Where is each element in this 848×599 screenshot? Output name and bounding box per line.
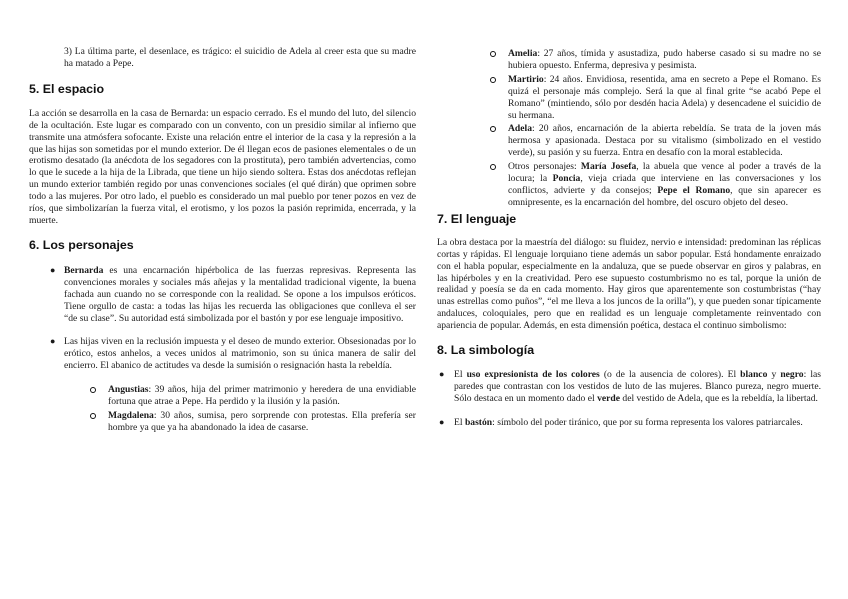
circle-bullet-icon (90, 413, 96, 419)
circle-bullet-icon (490, 51, 496, 57)
list-item-otros: Otros personajes: María Josefa, la abuela que vence al poder a través de la locura; la Poncia, vieja criada que interviene en las conversaciones y los conflictos, advierte y da consejos; Pepe el Romano, que sin aparecer es omnipresente, es la encarnación del hombre, del oscuro objeto del deseo. (437, 161, 821, 209)
verde-term: verde (597, 392, 620, 404)
magdalena-name: Magdalena (108, 409, 154, 421)
structure-item-3: 3) La última parte, el desenlace, es trágico: el suicidio de Adela al creer esta que su madre ha matado a Pepe. (64, 46, 416, 69)
martirio-text: : 24 años. Envidiosa, resentida, ama en secreto a Pepe el Romano. Es quizá el personaje más complejo. Será la que al final grite “se acabó Pepe el Romano” (mintiendo, sólo por desdén hacia Adela) y desencadene el suicidio de su hermana. (508, 73, 821, 121)
martirio-name: Martirio (508, 73, 544, 85)
bullet-icon: ● (439, 369, 445, 380)
hijas-sublist-continued (437, 48, 821, 209)
bernarda-name: Bernarda (64, 264, 104, 276)
right-column (437, 0, 821, 429)
hijas-text: Las hijas viven en la reclusión impuesta y el deseo de mundo exterior. Obsesionadas por lo erótico, estos anhelos, a veces unidos al matrimonio, son su única manera de salir del encierro. El abanico de actitudes va desde la sumisión o resignación hasta la rebeldía. (64, 336, 416, 372)
list-item-bernarda (29, 265, 416, 325)
heading-simbologia: 8. La simbología (437, 343, 535, 358)
heading-personajes: 6. Los personajes (29, 237, 134, 252)
list-item-colores: ● El uso expresionista de los colores (o de la ausencia de colores). El blanco y negro: las paredes que contrastan con los vestidos de luto de las mujeres. Blanco pureza, negro muerte. Sólo destaca en un momento dado el verde del vestido de Adela, que es la rebeldía, la libertad. (439, 369, 821, 404)
list-item-magdalena (29, 410, 416, 434)
left-column (29, 0, 416, 434)
list-item-adela (437, 123, 821, 159)
personajes-list (29, 265, 416, 372)
baston-term: bastón (464, 416, 493, 428)
bullet-icon: ● (50, 336, 56, 347)
simbologia-list (437, 369, 821, 429)
circle-bullet-icon (90, 387, 96, 393)
bullet-icon: ● (50, 264, 56, 275)
list-item-hijas (29, 336, 416, 372)
list-item-martirio (437, 74, 821, 122)
list-item-amelia (437, 48, 821, 72)
pepe-name: Pepe el Romano (657, 184, 731, 196)
circle-bullet-icon (490, 164, 496, 170)
adela-text: : 20 años, encarnación de la abierta rebeldía. Se trata de la joven más hermosa y apasionada. Destaca por su vitalismo (simbolizado en el vestido verde), su pasión y su fuerza. Entra en desafío con la moral establecida. (508, 123, 821, 159)
angustias-name: Angustias (108, 384, 149, 396)
lenguaje-paragraph: La obra destaca por la maestría del diálogo: su fluidez, nervio e intensidad: predominan las réplicas cortas y rápidas. El lenguaje lorquiano tiene además un sabor popular. Está hondamente enraizado con el habla popular, especialmente en la andaluza, que se puede observar en giros y palabras, en las hipérboles y en la creatividad. Pero ese supuesto costumbrismo no es tal, porque la unión de realidad y poesía se da en cada momento. Hay giros que aparentemente son costumbristas (“hay unas estrellas como puños”, “el me lleva a los juncos de la orilla”), y que pueden sonar típicamente andaluces, coloquiales, pero que en realidad es un lenguaje completamente reinventado con apariencia de popular. Además, en esta dimensión poética, destaca el continuo simbolismo: (437, 236, 821, 332)
bullet-icon: ● (439, 416, 445, 427)
hijas-sublist (29, 384, 416, 434)
heading-espacio: 5. El espacio (29, 81, 105, 96)
list-item-angustias (29, 384, 416, 408)
bernarda-text: es una encarnación hipérbolica de las fuerzas represivas. Representa las convenciones morales y sociales más añejas y la mentalidad tradicional vigente, la buena fachada aun cuando no se corresponde con la realidad. Se opone a los impulsos eróticos. Tiene orgullo de casta: a todas las hijas les recuerda las obligaciones que conlleva el ser “de su clase”. Su autoridad está simbolizada por el bastón y por ese lenguaje impositivo. (64, 264, 416, 324)
colores-term: uso expresionista de los colores (466, 369, 600, 381)
negro-term: negro (780, 369, 804, 381)
amelia-name: Amelia (508, 48, 538, 59)
blanco-term: blanco (740, 369, 768, 381)
heading-lenguaje: 7. El lenguaje (437, 211, 517, 226)
adela-name: Adela (508, 123, 532, 135)
espacio-paragraph: La acción se desarrolla en la casa de Bernarda: un espacio cerrado. Es el mundo del luto, del silencio de la ocultación. Este lugar es comparado con un convento, con un presidio similar al infierno que transmite una atmósfera sofocante. Existe una relación entre el interior de la casa y la represión a la que las hijas son sometidas por el mundo exterior. De él llegan ecos de pasiones elementales o de un erotismo desatado (la anécdota de los segadores con la prostituta), pero también advertencias, como lo que le sucede a la hija de la Librada, que tiene un hijo siendo soltera. Estas dos anécdotas reflejan un mundo exterior también regido por unas convenciones sociales (el qué dirán) que oprimen sobre todo a las mujeres. Por otro lado, el pueblo es considerado un mal pueblo por tener pozos en vez de ríos, que simbolizarían la fuerza vital, el erotismo, y los pozos la pasión reprimida, encerrada, y la muerte. (29, 107, 416, 226)
poncia-name: Poncia (552, 173, 581, 185)
amelia-text: : 27 años, tímida y asustadiza, pudo haberse casado si su madre no se hubiera opuesto. Enferma, depresiva y pesimista. (508, 48, 821, 71)
list-item-baston: ● El bastón: símbolo del poder tiránico, que por su forma representa los valores patriarcales. (439, 416, 803, 428)
circle-bullet-icon (490, 77, 496, 83)
angustias-text: : 39 años, hija del primer matrimonio y heredera de una envidiable fortuna que atrae a Pepe. Ha perdido y la ilusión y la pasión. (108, 384, 416, 408)
circle-bullet-icon (490, 126, 496, 132)
maria-josefa-name: María Josefa (580, 161, 637, 173)
magdalena-text: : 30 años, sumisa, pero sorprende con protestas. Ella prefería ser hombre ya que ya ha abandonado la idea de casarse. (108, 409, 416, 433)
